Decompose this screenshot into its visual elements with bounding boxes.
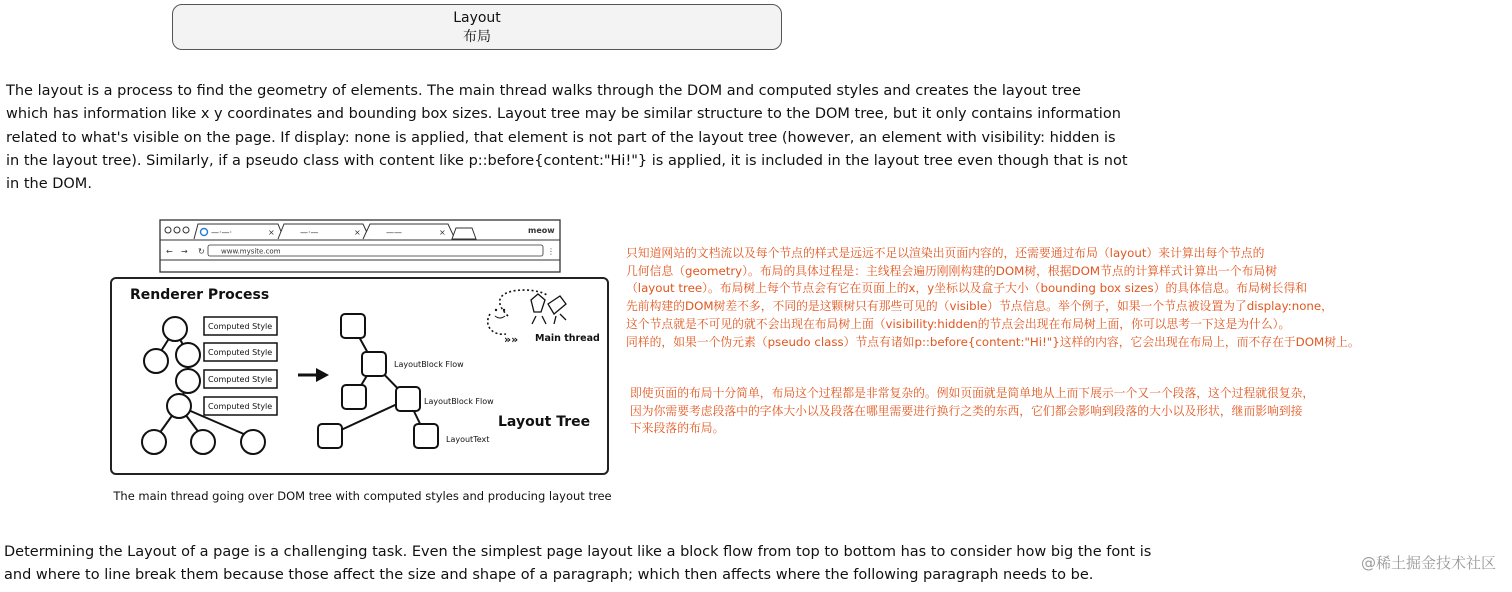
chinese-note-complexity xyxy=(630,385,1314,438)
section-title xyxy=(172,4,782,50)
dom-node xyxy=(144,349,168,373)
paragraph-layout-challenge xyxy=(4,541,1152,588)
browser-window xyxy=(160,220,560,272)
dom-node xyxy=(241,430,265,454)
layout-node xyxy=(342,385,366,409)
note-line: 同样的，如果一个伪元素（pseudo class）节点有诸如p::before{content:"Hi!"}这样的内容，它会出现在布局上，而不存在于DOM树上。 xyxy=(626,334,1360,349)
computed-style-label: Computed Style xyxy=(208,375,273,384)
reload-icon: ↻ xyxy=(198,247,205,256)
paragraph-line: related to what's visible on the page. If display: none is applied, that element is not part of the layout tree (however, an element with visibility: hidden is xyxy=(6,129,1116,146)
layout-tree-label: Layout Tree xyxy=(498,414,591,430)
dom-node xyxy=(191,430,215,454)
tab-close-icon: × xyxy=(354,228,361,237)
dom-node xyxy=(163,317,187,341)
browser-url: www.mysite.com xyxy=(221,247,281,256)
paragraph-line: Determining the Layout of a page is a challenging task. Even the simplest page layout like a block flow from top to bottom has to consider how big the font is xyxy=(4,544,1152,560)
layout-node-label: LayoutText xyxy=(446,435,490,444)
paragraph-layout-intro xyxy=(6,80,1128,196)
main-thread-label: Main thread xyxy=(535,333,600,344)
dom-node xyxy=(176,369,200,393)
browser-tab-title: —·—· xyxy=(211,228,233,237)
note-line: 因为你需要考虑段落中的字体大小以及段落在哪里需要进行换行之类的东西，它们都会影响到段落的大小以及形状，继而影响到接 xyxy=(630,403,1303,418)
tab-close-icon: × xyxy=(439,228,446,237)
title-zh: 布局 xyxy=(463,29,491,45)
note-line: （layout tree）。布局树上每个节点会有它在页面上的x，y坐标以及盒子大小（bounding box sizes）的具体信息。布局树长得和 xyxy=(626,281,1308,296)
dom-node xyxy=(167,394,191,418)
note-line: 即使页面的布局十分简单，布局这个过程都是非常复杂的。例如页面就是简单地从上而下展示一个又一个段落，这个过程就很复杂， xyxy=(630,386,1315,400)
note-line: 几何信息（geometry）。布局的具体过程是：主线程会遍历刚刚构建的DOM树，根据DOM节点的计算样式计算出一个布局树 xyxy=(626,263,1278,278)
paragraph-line: and where to line break them because those affect the size and shape of a paragraph; which then affects where the following paragraph needs to be. xyxy=(4,567,1094,584)
panel-title: Renderer Process xyxy=(130,287,270,303)
browser-brand: meow xyxy=(528,226,555,235)
layout-node xyxy=(341,314,365,338)
title-en: Layout xyxy=(453,10,501,26)
computed-style-label: Computed Style xyxy=(208,322,273,331)
new-tab-icon xyxy=(452,228,476,239)
layout-node xyxy=(414,424,438,448)
layout-node xyxy=(318,424,342,448)
paragraph-line: in the DOM. xyxy=(6,176,92,193)
computed-style-label: Computed Style xyxy=(208,348,273,357)
more-menu-icon: ⋮ xyxy=(547,247,555,256)
watermark: @稀土掘金技术社区 xyxy=(1360,554,1496,572)
chevrons-icon: »» xyxy=(504,333,519,346)
note-line: 只知道网站的文档流以及每个节点的样式是远远不足以渲染出页面内容的，还需要通过布局（layout）来计算出每个节点的 xyxy=(626,246,1265,260)
layout-diagram xyxy=(108,216,613,478)
paragraph-line: The layout is a process to find the geometry of elements. The main thread walks through the DOM and computed styles and creates the layout tree xyxy=(6,83,1081,99)
layout-node-label: LayoutBlock Flow xyxy=(424,397,494,406)
dom-node xyxy=(142,430,166,454)
forward-arrow-icon: → xyxy=(181,247,188,256)
browser-tab-title: —·— xyxy=(300,228,319,237)
note-line: 先前构建的DOM树差不多，不同的是这颗树只有那些可见的（visible）节点信息。举个例子，如果一个节点被设置为了display:none， xyxy=(626,299,1333,314)
browser-tab-title: —— xyxy=(386,228,402,237)
paragraph-line: in the layout tree). Similarly, if a pseudo class with content like p::before{content:"Hi!"} is applied, it is included in the layout tree even though that is not xyxy=(6,152,1128,169)
note-line: 下来段落的布局。 xyxy=(630,421,725,436)
layout-node-label: LayoutBlock Flow xyxy=(394,360,464,369)
dom-node xyxy=(176,343,200,367)
back-arrow-icon: ← xyxy=(166,247,173,256)
diagram-caption: The main thread going over DOM tree with computed styles and producing layout tree xyxy=(113,489,612,503)
layout-node xyxy=(396,387,420,411)
paragraph-line: which has information like x y coordinates and bounding box sizes. Layout tree may be similar structure to the DOM tree, but it only contains information xyxy=(6,106,1121,123)
tab-close-icon: × xyxy=(268,228,275,237)
chinese-note-layout xyxy=(626,245,1360,351)
computed-style-label: Computed Style xyxy=(208,402,273,411)
layout-node xyxy=(362,352,386,376)
note-line: 这个节点就是不可见的就不会出现在布局树上面（visibility:hidden的节点会出现在布局树上面，你可以思考一下这是为什么）。 xyxy=(626,316,1291,331)
